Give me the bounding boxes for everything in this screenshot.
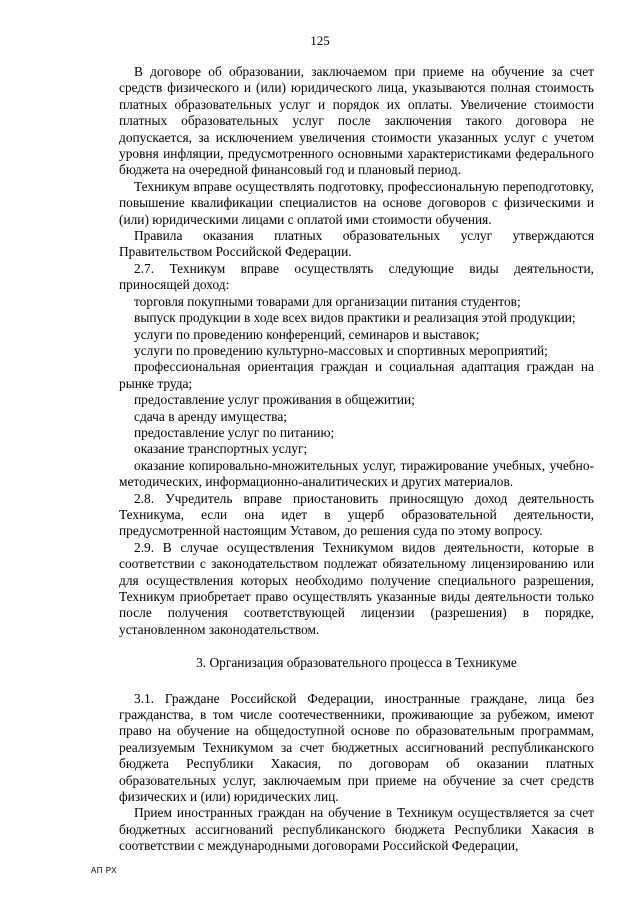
paragraph: Прием иностранных граждан на обучение в Техникум осуществляется за счет бюджетных ассигнований республиканского бюджета Республики Хакасия в соответствии с международными договорами Российской Федерации,: [119, 805, 594, 854]
paragraph: В договоре об образовании, заключаемом при приеме на обучение за счет средств физического и (или) юридического лица, указываются полная стоимость платных образовательных услуг и порядок их оплаты. Увеличение стоимости платных образовательных услуг после заключения такого договора не допускается, за исключением увеличения стоимости указанных услуг с учетом уровня инфляции, предусмотренного основными характеристиками федерального бюджета на очередной финансовый год и плановый период.: [119, 64, 594, 178]
list-item: услуги по проведению культурно-массовых и спортивных мероприятий;: [134, 342, 548, 358]
list-item: услуги по проведению конференций, семинаров и выставок;: [134, 326, 480, 342]
paragraph: Техникум вправе осуществлять подготовку, профессиональную переподготовку, повышение квалификации специалистов на основе договоров с физическими и (или) юридическими лицами с оплатой ими стоимости обучения.: [119, 178, 594, 227]
paragraph: 3.1. Граждане Российской Федерации, иностранные граждане, лица без гражданства, в том числе соотечественники, проживающие за рубежом, имеют право на обучение на общедоступной основе по образовательным программам, реализуемым Техникумом за счет бюджетных ассигнований республиканского бюджета Республики Хакасия, по договорам об оказании платных образовательных услуг, заключаемым при приеме на обучение за счет средств физических и (или) юридических лиц.: [119, 690, 594, 805]
paragraph: 2.9. В случае осуществления Техникумом видов деятельности, которые в соответствии с законодательством подлежат обязательному лицензированию или для осуществления которых необходимо получение специального разрешения, Техникум приобретает право осуществлять указанные виды деятельности только после получения соответствующей лицензии (разрешения) в порядке, установленном законодательством.: [119, 539, 594, 637]
list-item: оказание копировально-множительных услуг, тиражирование учебных, учебно-методических, информационно-аналитических и других материалов.: [119, 457, 594, 490]
page-number: 125: [310, 33, 330, 48]
list-item: выпуск продукции в ходе всех видов практики и реализация этой продукции;: [134, 310, 576, 326]
list-item: торговля покупными товарами для организации питания студентов;: [134, 293, 521, 309]
list-item: оказание транспортных услуг;: [134, 441, 308, 457]
paragraph: 2.8. Учредитель вправе приостановить приносящую доход деятельность Техникума, если она идет в ущерб образовательной деятельности, предусмотренной настоящим Уставом, до решения суда по этому вопросу.: [119, 490, 594, 539]
section-heading: 3. Организация образовательного процесса в Техникуме: [196, 655, 517, 671]
list-item: предоставление услуг по питанию;: [134, 424, 335, 440]
list-item: профессиональная ориентация граждан и социальная адаптация граждан на рынке труда;: [119, 359, 594, 391]
list-item: предоставление услуг проживания в общежитии;: [134, 392, 415, 408]
document-body: [119, 64, 594, 855]
list-item: сдача в аренду имущества;: [134, 408, 287, 424]
paragraph: 2.7. Техникум вправе осуществлять следующие виды деятельности, приносящей доход:: [119, 260, 594, 293]
footer-stamp: АП РХ: [91, 866, 118, 875]
paragraph: Правила оказания платных образовательных услуг утверждаются Правительством Российской Федерации.: [119, 228, 594, 260]
